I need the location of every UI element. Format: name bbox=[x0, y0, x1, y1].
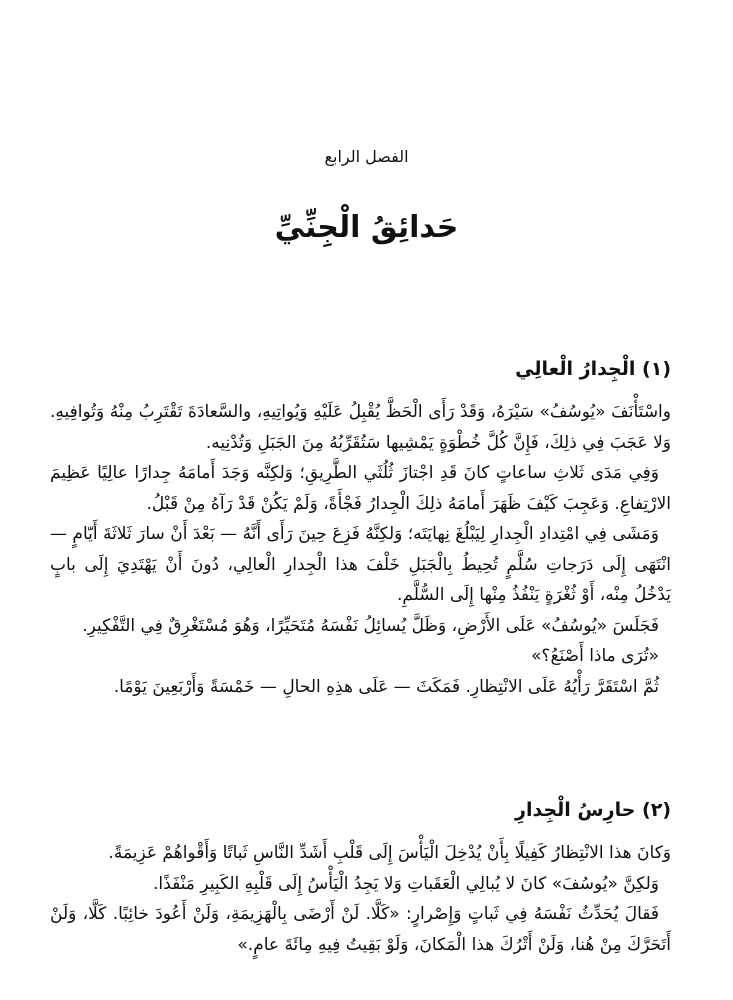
paragraph: وَلكِنَّ «يُوسُفَ» كانَ لا يُبالِي الْعَقَباتِ وَلا يَجِدُ الْيَأْسُ إِلَى قَلْبِهِ الكَبِيرِ مَنْفَذًا. bbox=[153, 873, 659, 894]
quote-line: «تُرَى ماذا أَصْنَعُ؟» bbox=[531, 646, 659, 666]
section-heading: (٢) حارِسُ الْجِدارِ bbox=[515, 799, 671, 821]
paragraph: واسْتَأْنَفَ «يُوسُفُ» سَيْرَهُ، وَقَدْ رَأَى الْحَظَّ يُقْبِلُ عَلَيْهِ وَيُواتِيهِ، والسَّعادَةَ تَقْتَرِبُ مِنْهُ وَتُوافِيهِ. وَلا عَجَبَ فِي ذلِكَ، فَإِنَّ كُلَّ خُطْوَةٍ يَمْشِيها سَتُقَرِّبُهُ مِنَ الجَبَلِ وَتُدْنِيه. bbox=[50, 402, 671, 453]
chapter-label: الفصل الرابع bbox=[324, 147, 409, 166]
chapter-title: حَدائِقُ الْجِنِّيِّ bbox=[274, 210, 459, 245]
paragraph: وَكانَ هذا الانْتِظارُ كَفِيلًا بِأَنْ يُدْخِلَ الْيَأْسَ إِلَى قَلْبِ أَشَدِّ النَّاسِ ثَباتًا وَأَقْواهُمْ عَزِيمَةً. bbox=[108, 843, 671, 863]
paragraph: وَمَشَى فِي امْتِدادِ الْجِدارِ لِيَبْلُغَ نِهايَتَه؛ وَلكِنَّهُ فَزِعَ حِينَ رَأَى أَنَّهُ — بَعْدَ أَنْ سارَ ثَلاثَةَ أَيّامٍ — انْتَهَى إِلَى دَرَجاتِ سُلَّمٍ تُحِيطُ بِالْجَبَلِ خَلْفَ هذا الْجِدارِ الْعالِي، دُونَ أَنْ يَهْتَدِيَ إِلَى بابٍ يَدْخُلُ مِنْه، أَوْ ثُغْرَةٍ يَنْفُذُ مِنْها إِلَى السُّلَّمِ. bbox=[50, 524, 671, 605]
section-heading: (١) الْجِدارُ الْعالِي bbox=[515, 358, 671, 380]
section-wall-guard bbox=[50, 796, 671, 960]
paragraph: فَقالَ يُحَدِّثُ نَفْسَهُ فِي ثَباتٍ وَإِصْرارٍ: «كَلَّا. لَنْ أَرْضَى بِالْهَزِيمَةِ، وَلَنْ أَعُودَ خائِبًا. كَلَّا، وَلَنْ أَتَحَرَّكَ مِنْ هُنا، وَلَنْ أَتْرُكَ هذا الْمَكانَ، وَلَوْ بَقِيتُ فِيهِ مِائَةَ عامٍ.» bbox=[50, 904, 671, 955]
section-high-wall bbox=[50, 355, 671, 702]
paragraph: ثُمَّ اسْتَقَرَّ رَأْيُهُ عَلَى الانْتِظارِ. فَمَكَثَ — عَلَى هذِهِ الحالِ — خَمْسَةً وَأَرْبَعِينَ يَوْمًا. bbox=[113, 676, 659, 697]
paragraph: وَفِي مَدَى ثَلاثِ ساعاتٍ كانَ قَدِ اجْتازَ ثُلُثَي الطَّرِيقِ؛ وَلكِنَّه وَجَدَ أَمامَهُ جِدارًا عالِيًا عَظِيمَ الارْتِفاعِ. وَعَجِبَ كَيْفَ ظَهَرَ أَمامَهُ ذلِكَ الْجِدارُ فَجْأَةً، وَلَمْ يَكُنْ قَدْ رَآهُ مِنْ قَبْلُ. bbox=[50, 463, 671, 514]
paragraph: فَجَلَسَ «يُوسُفُ» عَلَى الأَرْضِ، وَظَلَّ يُسائِلُ نَفْسَهُ مُتَحَيِّرًا، وَهُوَ مُسْتَغْرِقٌ فِي التَّفْكِيرِ. bbox=[82, 615, 659, 636]
